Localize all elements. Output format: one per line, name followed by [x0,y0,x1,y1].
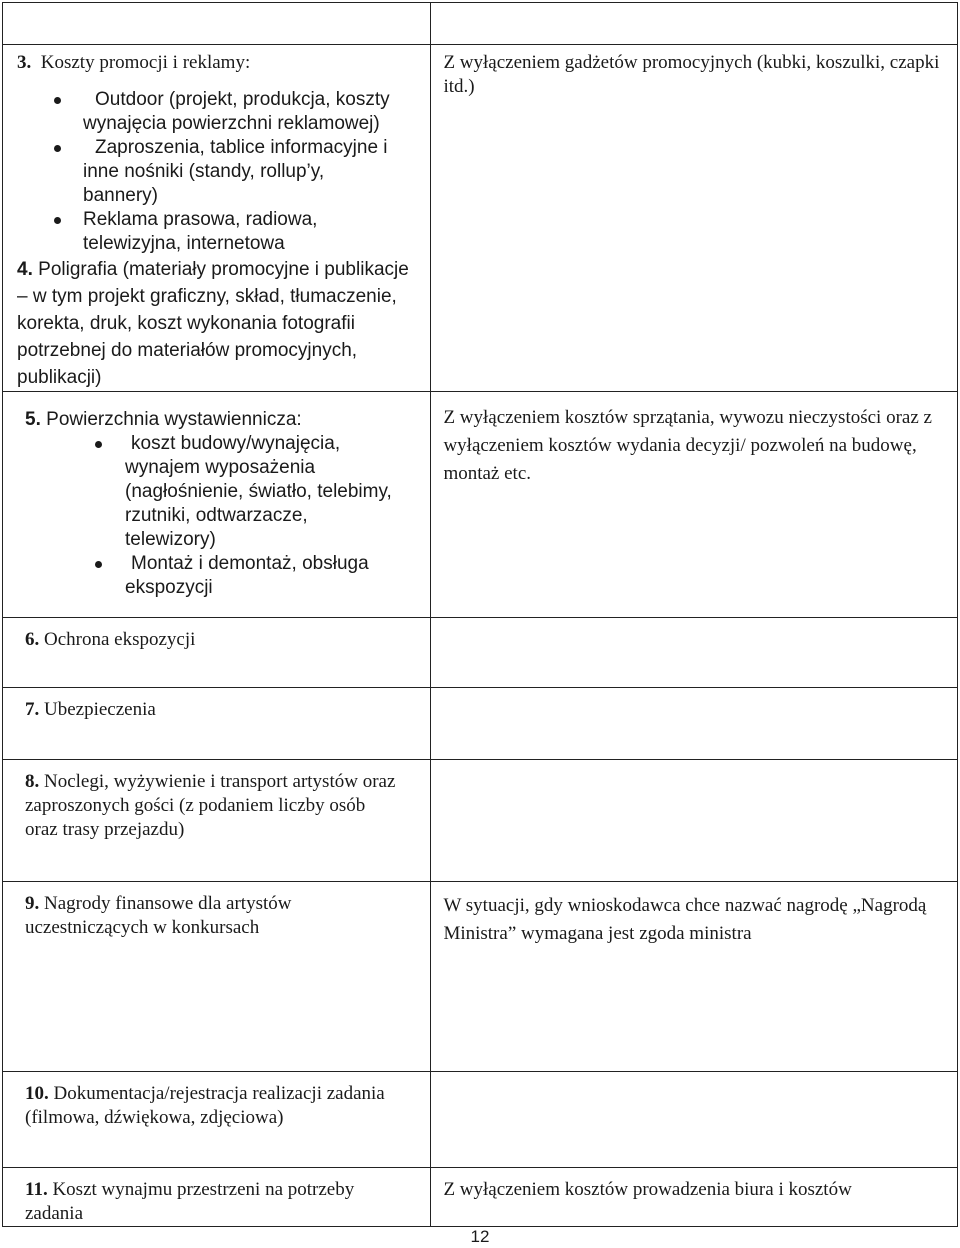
table-row [3,392,958,618]
list-item [17,208,416,256]
list-item [25,432,416,552]
item-heading: Powierzchnia wystawiennicza: [46,409,302,430]
list-item-text: Zaproszenia, tablice informacyjne i inne nośniki (standy, rollup’y, bannery) [83,137,388,206]
item-number: 7. [25,699,40,720]
item-note: Z wyłączeniem kosztów prowadzenia biura i kosztów [443,1179,852,1200]
table-cell [3,45,431,392]
item-note: W sytuacji, gdy wnioskodawca chce nazwać nagrodę „Nagrodą Ministra” wymagana jest zgoda ministra [443,895,927,944]
cost-table [2,2,958,1227]
table-cell [431,882,958,1072]
item-note [431,1072,957,1082]
bullet-icon [54,97,61,104]
cost-item-10 [3,1072,430,1130]
item-heading: Ubezpieczenia [44,699,156,720]
cost-item-6 [3,618,430,652]
cost-item-8 [3,760,430,842]
list-item-text: Montaż i demontaż, obsługa ekspozycji [125,553,369,598]
item-heading: Poligrafia (materiały promocyjne i publikacje – w tym projekt graficzny, skład, tłumaczenie, korekta, druk, koszt wykonania fotografii potrzebnej do materiałów promocyjnych, publikacji) [17,259,409,388]
item-number: 11. [25,1179,48,1200]
item-number: 5. [25,409,41,430]
table-row [3,45,958,392]
item-number: 10. [25,1083,49,1104]
bullet-icon [95,561,102,568]
table-cell [431,1168,958,1227]
item-heading: Nagrody finansowe dla artystów uczestniczących w konkursach [25,893,292,938]
cost-item-11 [3,1168,430,1226]
table-cell [3,882,431,1072]
item-number: 4. [17,259,33,280]
table-row [3,882,958,1072]
table-cell [3,3,431,45]
bullet-list [25,432,416,600]
table-row [3,618,958,688]
table-cell [3,392,431,618]
bullet-icon [54,145,61,152]
cost-item-5 [25,408,416,432]
table-cell [3,1072,431,1168]
item-note [431,618,957,628]
item-heading: Noclegi, wyżywienie i transport artystów oraz zaproszonych gości (z podaniem liczby osób oraz trasy przejazdu) [25,771,396,840]
table-cell [3,760,431,882]
item-number: 9. [25,893,40,914]
page-number: 12 [470,1227,490,1246]
list-item [17,88,416,136]
item-number: 3. [17,52,32,73]
cost-item-3 [17,51,416,75]
item-heading: Dokumentacja/rejestracja realizacji zadania (filmowa, dźwiękowa, zdjęciowa) [25,1083,385,1128]
list-item-text: Outdoor (projekt, produkcja, koszty wynajęcia powierzchni reklamowej) [83,89,390,134]
table-cell [3,1168,431,1227]
cost-item-7 [3,688,430,722]
bullet-icon [54,217,61,224]
item-note [431,760,957,770]
item-number: 6. [25,629,40,650]
table-row [3,688,958,760]
table-cell [431,688,958,760]
table-cell [431,3,958,45]
item-note: Z wyłączeniem gadżetów promocyjnych (kubki, koszulki, czapki itd.) [443,52,940,97]
table-cell [431,618,958,688]
item-number: 8. [25,771,40,792]
item-heading: Koszt wynajmu przestrzeni na potrzeby zadania [25,1179,355,1224]
list-item [25,552,416,600]
table-cell [431,392,958,618]
list-item-text: Reklama prasowa, radiowa, telewizyjna, internetowa [83,209,318,254]
table-header-row [3,3,958,45]
table-cell [3,618,431,688]
item-heading: Ochrona ekspozycji [44,629,196,650]
item-note: Z wyłączeniem kosztów sprzątania, wywozu nieczystości oraz z wyłączeniem kosztów wydania decyzji/ pozwoleń na budowę, montaż etc. [443,407,932,484]
list-item-text: koszt budowy/wynajęcia, wynajem wyposażenia (nagłośnienie, światło, telebimy, rzutniki, odtwarzacze, telewizory) [125,433,392,550]
item-note [431,688,957,698]
bullet-icon [95,441,102,448]
table-cell [431,45,958,392]
list-item [17,136,416,208]
item-heading: Koszty promocji i reklamy: [40,52,251,73]
cost-item-9 [3,882,430,940]
table-cell [3,688,431,760]
bullet-list [17,88,416,256]
table-row [3,760,958,882]
table-row [3,1072,958,1168]
table-cell [431,760,958,882]
table-row [3,1168,958,1227]
table-cell [431,1072,958,1168]
cost-item-4 [17,256,416,391]
